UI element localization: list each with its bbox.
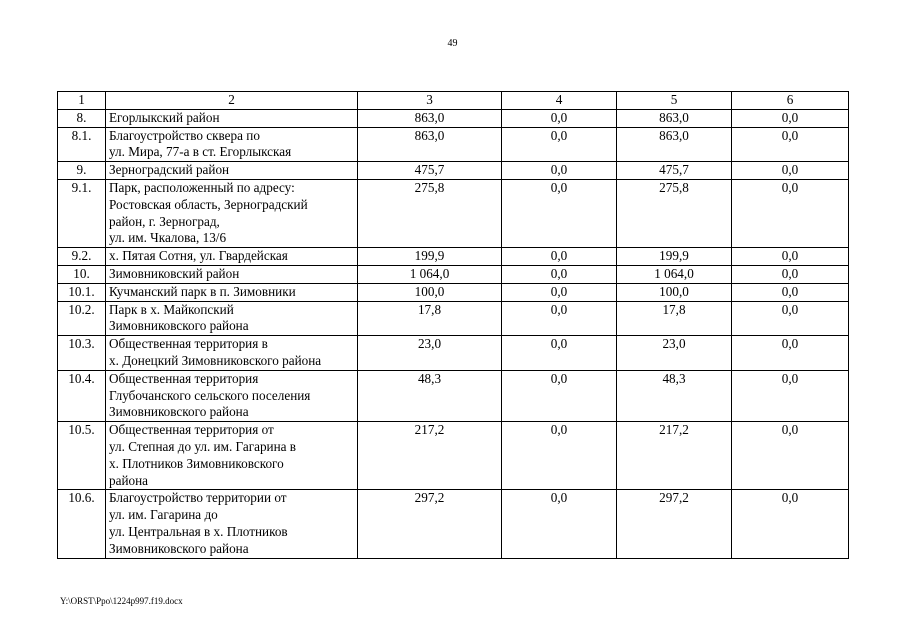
row-name-line: Зимовниковского района bbox=[109, 404, 249, 420]
row-name-line: Общественная территория от bbox=[109, 422, 274, 438]
value-cell-col3: 199,9 bbox=[358, 248, 502, 266]
value-cell-col4: 0,0 bbox=[502, 265, 617, 283]
value-cell-col6: 0,0 bbox=[732, 422, 849, 490]
value-cell-col6: 0,0 bbox=[732, 336, 849, 371]
row-name-cell bbox=[106, 109, 358, 127]
row-number-cell: 8.1. bbox=[58, 127, 106, 162]
row-name-cell bbox=[106, 265, 358, 283]
value-cell-col4: 0,0 bbox=[502, 109, 617, 127]
value-cell-col4: 0,0 bbox=[502, 370, 617, 421]
value-cell-col4: 0,0 bbox=[502, 127, 617, 162]
table-row bbox=[58, 422, 849, 490]
table-header-row bbox=[58, 92, 849, 110]
row-name-line: х. Пятая Сотня, ул. Гвардейская bbox=[109, 248, 288, 264]
value-cell-col4: 0,0 bbox=[502, 162, 617, 180]
row-number-cell: 9.1. bbox=[58, 179, 106, 247]
row-name-line: Зимовниковского района bbox=[109, 318, 249, 334]
value-cell-col6: 0,0 bbox=[732, 301, 849, 336]
value-cell-col6: 0,0 bbox=[732, 127, 849, 162]
row-name-cell bbox=[106, 248, 358, 266]
row-name-line: ул. Мира, 77-а в ст. Егорлыкская bbox=[109, 144, 292, 160]
value-cell-col6: 0,0 bbox=[732, 283, 849, 301]
row-name-line: Парк, расположенный по адресу: bbox=[109, 179, 295, 195]
value-cell-col6: 0,0 bbox=[732, 179, 849, 247]
table-row bbox=[58, 336, 849, 371]
table-row bbox=[58, 127, 849, 162]
row-name-line: Егорлыкский район bbox=[109, 109, 220, 125]
value-cell-col5: 863,0 bbox=[617, 109, 732, 127]
row-name-line: район, г. Зерноград, bbox=[109, 213, 220, 229]
value-cell-col3: 23,0 bbox=[358, 336, 502, 371]
row-number-cell: 10.5. bbox=[58, 422, 106, 490]
value-cell-col6: 0,0 bbox=[732, 490, 849, 558]
value-cell-col3: 297,2 bbox=[358, 490, 502, 558]
value-cell-col4: 0,0 bbox=[502, 336, 617, 371]
row-name-line: Благоустройство территории от bbox=[109, 490, 287, 506]
row-name-cell bbox=[106, 283, 358, 301]
value-cell-col4: 0,0 bbox=[502, 422, 617, 490]
row-number-cell: 8. bbox=[58, 109, 106, 127]
row-number-cell: 9. bbox=[58, 162, 106, 180]
row-name-line: Парк в х. Майкопский bbox=[109, 301, 234, 317]
value-cell-col3: 275,8 bbox=[358, 179, 502, 247]
value-cell-col6: 0,0 bbox=[732, 109, 849, 127]
value-cell-col4: 0,0 bbox=[502, 179, 617, 247]
row-number-cell: 9.2. bbox=[58, 248, 106, 266]
header-cell: 3 bbox=[358, 92, 502, 110]
row-name-line: Глубочанского сельского поселения bbox=[109, 387, 311, 403]
table-row bbox=[58, 301, 849, 336]
value-cell-col3: 217,2 bbox=[358, 422, 502, 490]
value-cell-col5: 48,3 bbox=[617, 370, 732, 421]
value-cell-col4: 0,0 bbox=[502, 301, 617, 336]
value-cell-col3: 863,0 bbox=[358, 127, 502, 162]
value-cell-col3: 17,8 bbox=[358, 301, 502, 336]
row-name-cell bbox=[106, 179, 358, 247]
row-name-cell bbox=[106, 422, 358, 490]
value-cell-col5: 199,9 bbox=[617, 248, 732, 266]
value-cell-col5: 1 064,0 bbox=[617, 265, 732, 283]
table-row bbox=[58, 248, 849, 266]
row-name-line: Общественная территория bbox=[109, 370, 259, 386]
value-cell-col3: 475,7 bbox=[358, 162, 502, 180]
row-name-line: х. Плотников Зимовниковского bbox=[109, 455, 284, 471]
row-name-line: Зерноградский район bbox=[109, 162, 230, 178]
row-name-line: Благоустройство сквера по bbox=[109, 127, 260, 143]
value-cell-col4: 0,0 bbox=[502, 248, 617, 266]
value-cell-col5: 17,8 bbox=[617, 301, 732, 336]
value-cell-col5: 100,0 bbox=[617, 283, 732, 301]
row-name-line: Общественная территория в bbox=[109, 336, 268, 352]
row-name-line: Ростовская область, Зерноградский bbox=[109, 196, 308, 212]
value-cell-col3: 48,3 bbox=[358, 370, 502, 421]
row-name-cell bbox=[106, 370, 358, 421]
value-cell-col6: 0,0 bbox=[732, 370, 849, 421]
row-name-cell bbox=[106, 127, 358, 162]
row-name-cell bbox=[106, 490, 358, 558]
value-cell-col4: 0,0 bbox=[502, 283, 617, 301]
value-cell-col3: 100,0 bbox=[358, 283, 502, 301]
page-number: 49 bbox=[447, 38, 458, 49]
file-path-footer: Y:\ORST\Ppo\1224p997.f19.docx bbox=[60, 596, 183, 606]
row-number-cell: 10. bbox=[58, 265, 106, 283]
header-cell: 1 bbox=[58, 92, 106, 110]
value-cell-col3: 863,0 bbox=[358, 109, 502, 127]
header-cell: 4 bbox=[502, 92, 617, 110]
row-number-cell: 10.2. bbox=[58, 301, 106, 336]
row-name-line: района bbox=[109, 472, 149, 488]
row-name-line: Зимовниковского района bbox=[109, 540, 249, 556]
table-row bbox=[58, 109, 849, 127]
row-name-line: ул. им. Чкалова, 13/6 bbox=[109, 230, 227, 246]
value-cell-col5: 297,2 bbox=[617, 490, 732, 558]
value-cell-col6: 0,0 bbox=[732, 265, 849, 283]
row-name-cell bbox=[106, 301, 358, 336]
row-number-cell: 10.3. bbox=[58, 336, 106, 371]
table-row bbox=[58, 265, 849, 283]
value-cell-col5: 475,7 bbox=[617, 162, 732, 180]
value-cell-col6: 0,0 bbox=[732, 248, 849, 266]
row-number-cell: 10.4. bbox=[58, 370, 106, 421]
value-cell-col5: 23,0 bbox=[617, 336, 732, 371]
row-number-cell: 10.6. bbox=[58, 490, 106, 558]
value-cell-col5: 275,8 bbox=[617, 179, 732, 247]
row-name-cell bbox=[106, 336, 358, 371]
row-name-line: х. Донецкий Зимовниковского района bbox=[109, 352, 322, 368]
value-cell-col5: 217,2 bbox=[617, 422, 732, 490]
row-name-line: Кучманский парк в п. Зимовники bbox=[109, 283, 296, 299]
header-cell: 5 bbox=[617, 92, 732, 110]
row-name-line: Зимовниковский район bbox=[109, 265, 240, 281]
table-row bbox=[58, 162, 849, 180]
table-row bbox=[58, 179, 849, 247]
row-number-cell: 10.1. bbox=[58, 283, 106, 301]
table-row bbox=[58, 283, 849, 301]
row-name-line: ул. им. Гагарина до bbox=[109, 507, 218, 523]
value-cell-col6: 0,0 bbox=[732, 162, 849, 180]
row-name-cell bbox=[106, 162, 358, 180]
header-cell: 6 bbox=[732, 92, 849, 110]
row-name-line: ул. Центральная в х. Плотников bbox=[109, 523, 288, 539]
value-cell-col4: 0,0 bbox=[502, 490, 617, 558]
value-cell-col3: 1 064,0 bbox=[358, 265, 502, 283]
table-row bbox=[58, 490, 849, 558]
value-cell-col5: 863,0 bbox=[617, 127, 732, 162]
row-name-line: ул. Степная до ул. им. Гагарина в bbox=[109, 438, 297, 454]
table-row bbox=[58, 370, 849, 421]
header-cell: 2 bbox=[106, 92, 358, 110]
data-table bbox=[57, 91, 849, 559]
